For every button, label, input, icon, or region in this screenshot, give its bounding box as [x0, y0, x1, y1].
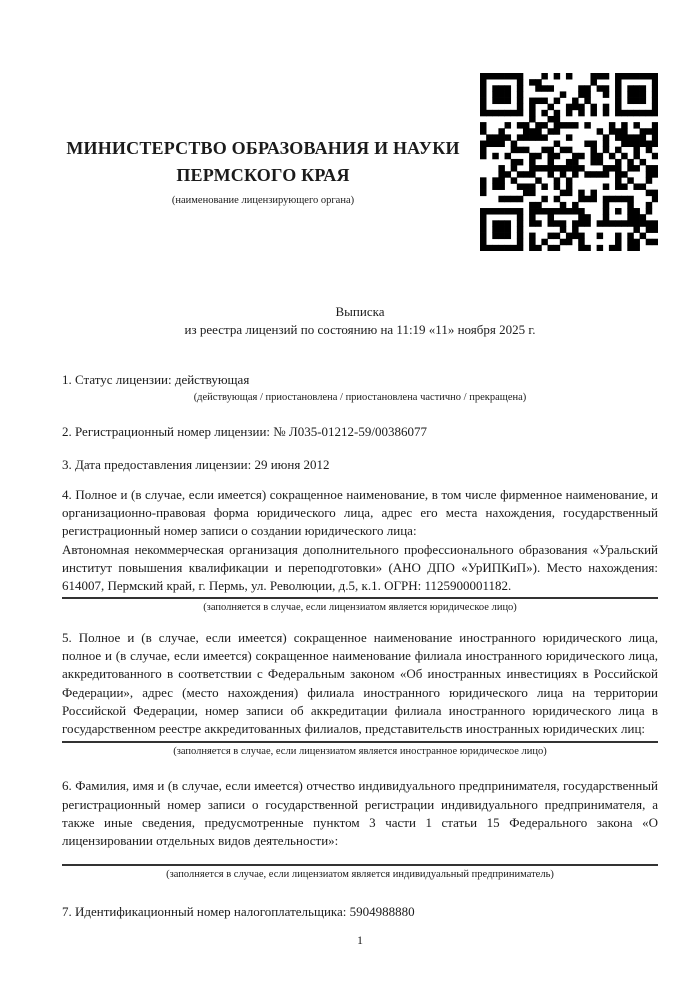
legal-entity-caption: (заполняется в случае, если лицензиатом является юридическое лицо) [203, 601, 517, 613]
individual-entrepreneur-section [62, 777, 658, 882]
page-number: 1 [357, 932, 363, 947]
header-section [62, 73, 658, 251]
legal-entity-value: Автономная некоммерческая организация дополнительного профессионального образования «Уральский институт повышения квалификации и переподготовки» (АНО ДПО «УрИПКиП»). Место нахождения: 614007, Пермский край, г. Пермь, ул. Революции, д.5, к.1. ОГРН: 1125900001182. [62, 541, 658, 594]
taxpayer-id-line: 7. Идентификационный номер налогоплательщика: 5904988880 [62, 903, 415, 919]
individual-entrepreneur-field-rule [62, 864, 658, 866]
license-registration-number-line: 2. Регистрационный номер лицензии: № Л035-01212-59/00386077 [62, 424, 428, 440]
licensing-authority-block [62, 135, 480, 207]
individual-entrepreneur-caption: (заполняется в случае, если лицензиатом является индивидуальный предприниматель) [166, 868, 554, 880]
qr-code-icon [480, 73, 658, 251]
license-status-line: 1. Статус лицензии: действующая [62, 372, 250, 387]
foreign-entity-caption: (заполняется в случае, если лицензиатом является иностранное юридическое лицо) [173, 746, 547, 758]
legal-entity-label: 4. Полное и (в случае, если имеется) сокращенное наименование, в том числе фирменное наименование, и организационно-правовая форма юридического лица, адрес его места нахождения, государственный регистрационный номер записи о создании юридического лица: [62, 486, 658, 539]
license-status-options-caption: (действующая / приостановлена / приостановлена частично / прекращена) [193, 392, 527, 404]
licensing-authority-name-line1: МИНИСТЕРСТВО ОБРАЗОВАНИЯ И НАУКИ [66, 138, 460, 158]
legal-entity-section [62, 486, 658, 616]
document-title-line1: Выписка [335, 304, 385, 319]
licensing-authority-caption: (наименование лицензирующего органа) [171, 195, 355, 206]
license-status-section [62, 371, 658, 406]
foreign-entity-field-rule [62, 741, 658, 743]
foreign-entity-label: 5. Полное и (в случае, если имеется) сокращенное наименование иностранного юридического лица, полное и (в случае, если имеется) сокращенное наименование филиала иностранного юридического лица, аккредитованного в соответствии с Федеральным законом «Об иностранных инвестициях в Российской Федерации», адрес (место нахождения) филиала иностранного юридического лица на территории Российской Федерации, номер записи об аккредитации филиала иностранного юридического лица в государственном реестре аккредитованных филиалов, представительств иностранных юридических лиц: [62, 629, 658, 737]
document-title [62, 303, 658, 338]
foreign-entity-section [62, 629, 658, 761]
individual-entrepreneur-label: 6. Фамилия, имя и (в случае, если имеется) отчество индивидуального предпринимателя, государственный регистрационный номер записи о государственной регистрации индивидуального предпринимателя, а также иные сведения, предусмотренные пунктом 3 части 1 статьи 15 Федерального закона «О лицензировании отдельных видов деятельности»: [62, 778, 658, 849]
document-title-line2: из реестра лицензий по состоянию на 11:19 «11» ноября 2025 г. [184, 321, 536, 337]
licensing-authority-name-line2: ПЕРМСКОГО КРАЯ [176, 165, 350, 185]
legal-entity-field-rule [62, 597, 658, 599]
license-grant-date-line: 3. Дата предоставления лицензии: 29 июня 2012 [62, 456, 330, 472]
